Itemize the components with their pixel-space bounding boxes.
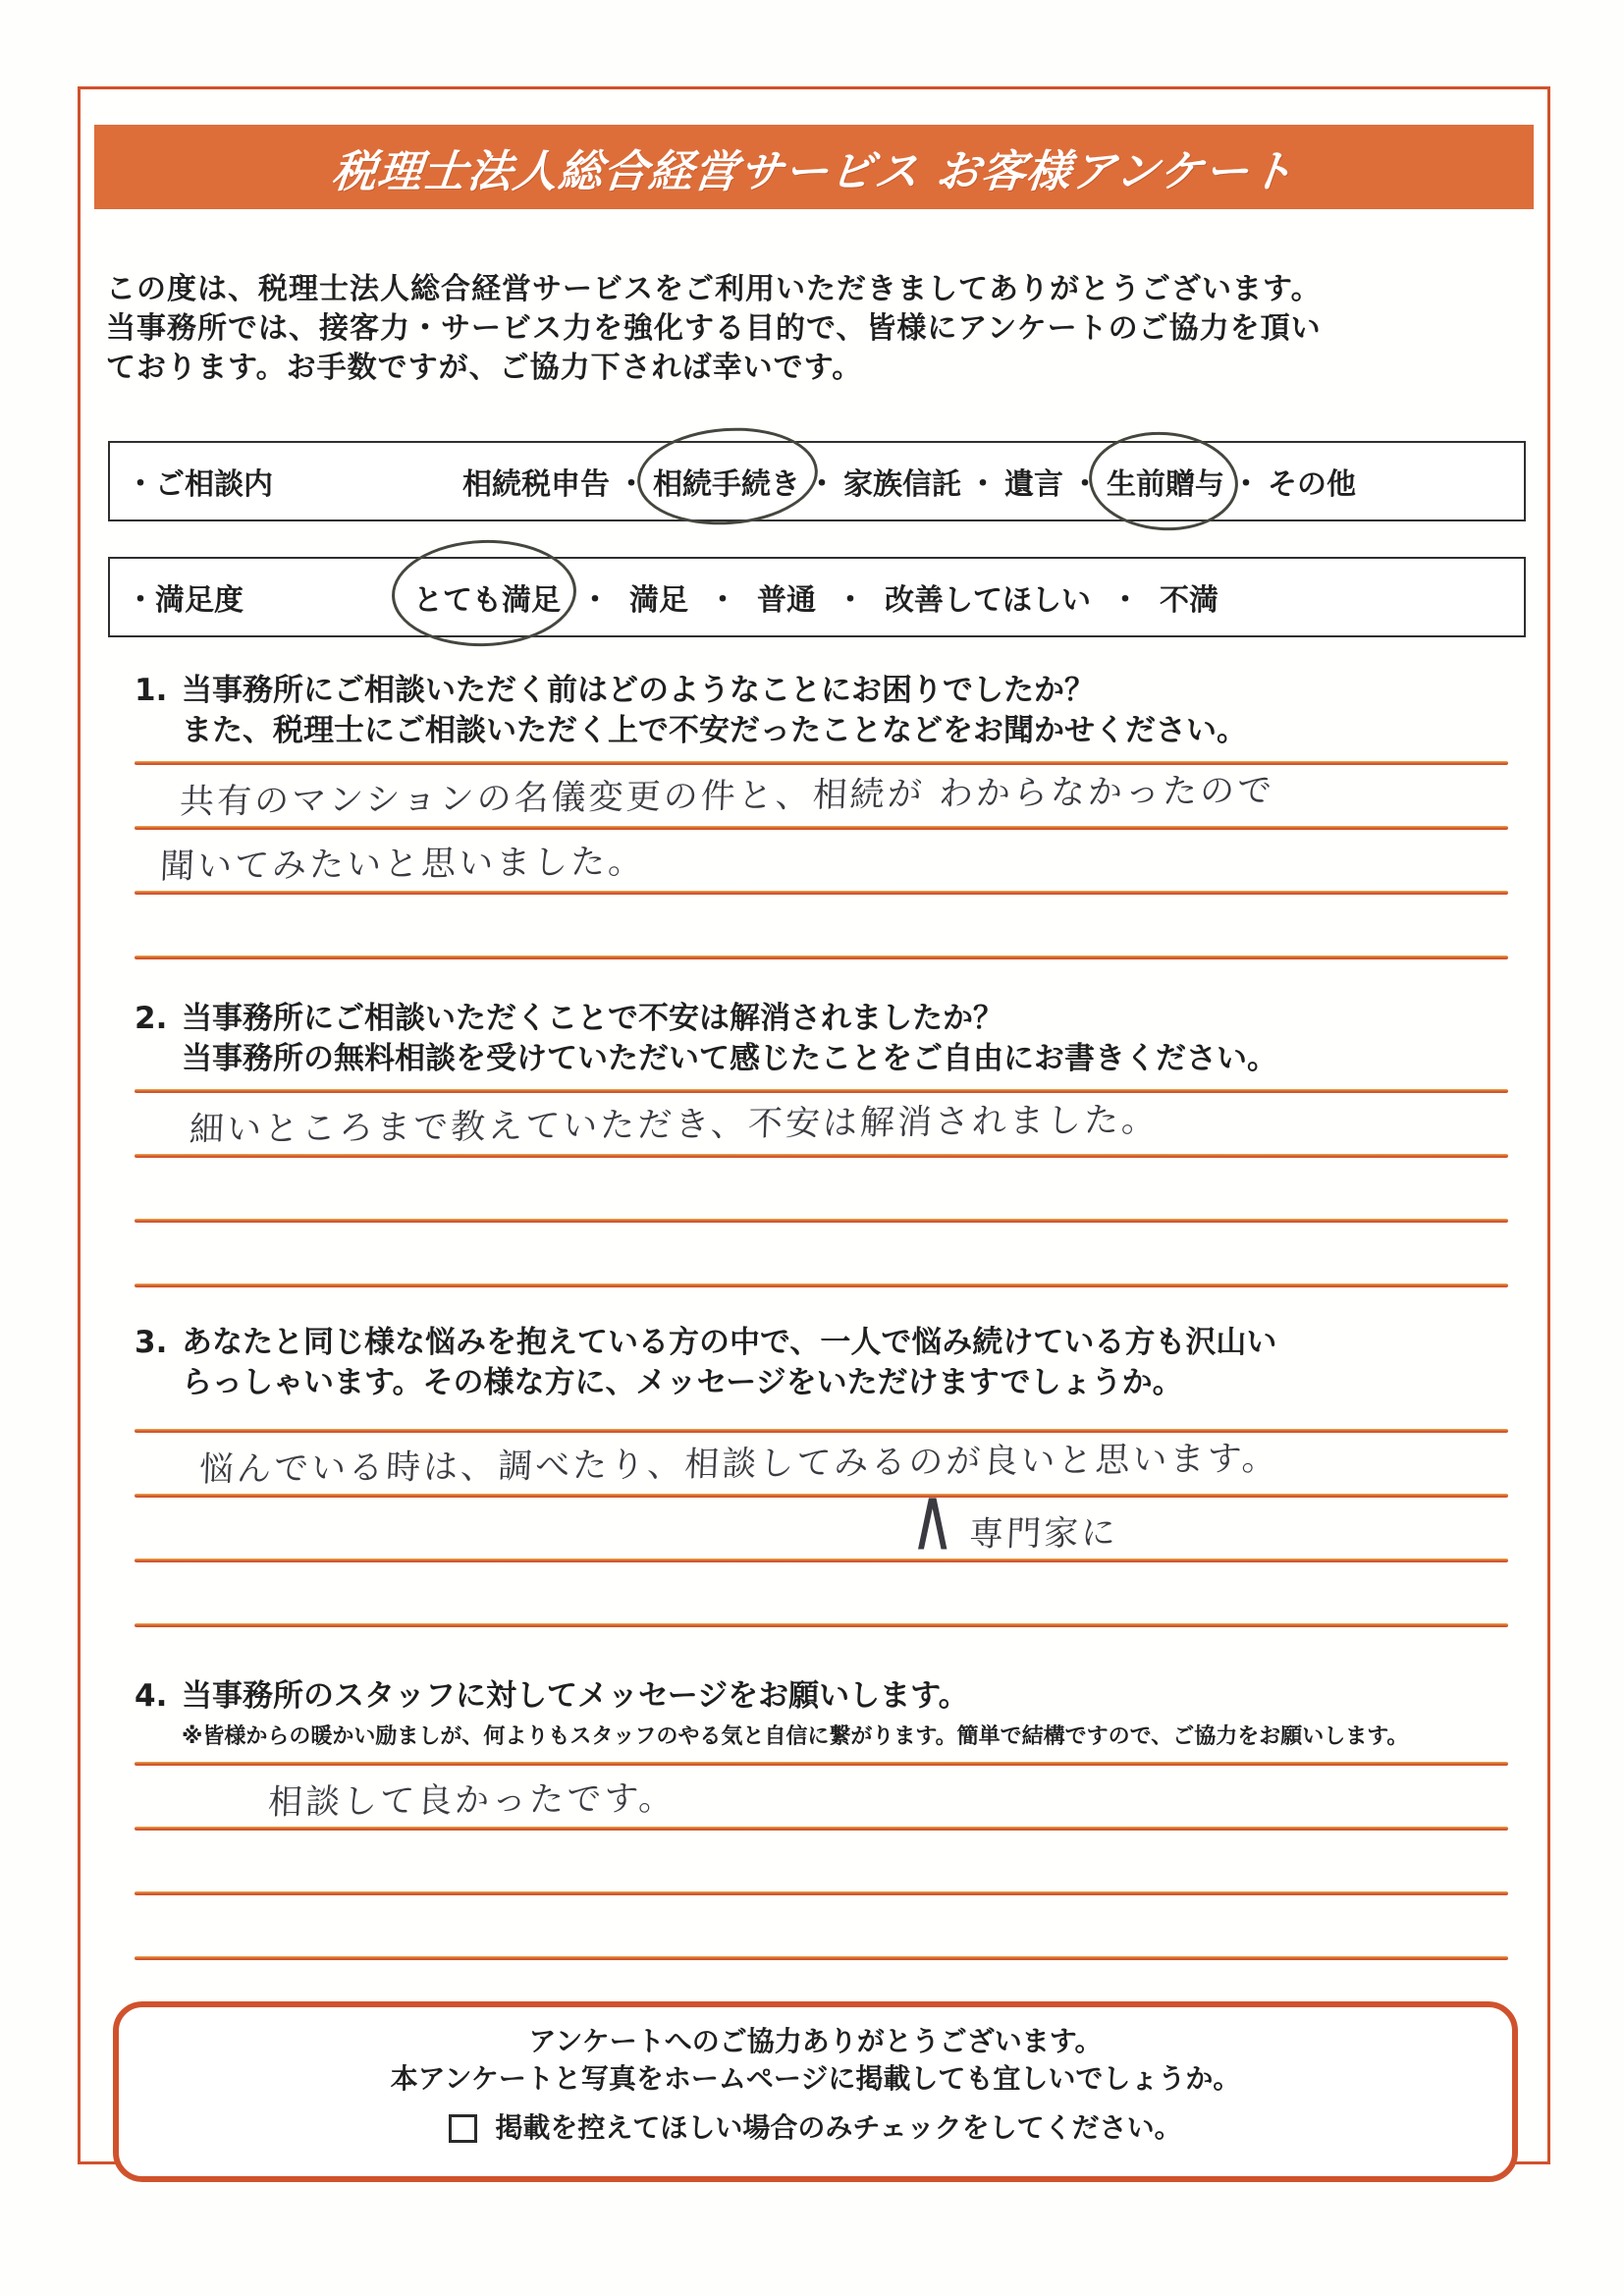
handwritten-answer: 悩んでいる時は、調べたり、相談してみるのが良いと思います。 [198,1439,1280,1491]
intro-line-3: ております。お手数ですが、ご協力下されば幸いです。 [106,351,863,385]
question-1-answer-area [135,761,1508,959]
option-separator: ・ [617,467,646,502]
option-separator: ・ [708,583,737,618]
question-2 [135,1001,1508,1287]
option-satisfied: 満足 [629,583,688,618]
option-separator: ・ [1070,467,1100,502]
ruled-line [135,1623,1508,1627]
handwritten-answer: 細いところまで教えていただき、不安は解消されました。 [189,1100,1160,1151]
option-very-satisfied-circled: とても満足 [409,574,565,621]
question-4 [135,1678,1508,1960]
question-2-text: 当事務所にご相談いただくことで不安は解消されましたか？ [182,1001,1003,1036]
question-1 [135,673,1508,959]
satisfaction-options [409,574,1222,621]
option-inheritance-tax-filing: 相続税申告 [462,467,610,502]
insertion-caret-icon: ∧ [910,1466,955,1571]
option-separator: ・ [580,583,610,618]
question-2-answer-area [135,1089,1508,1287]
question-3-text-line2: らっしゃいます。その様な方に、メッセージをいただけますでしょうか。 [182,1365,1183,1400]
option-separator: ・ [1231,467,1261,502]
option-separator: ・ [968,467,998,502]
intro-line-1: この度は、税理士法人総合経営サービスをご利用いただきましてありがとうございます。 [106,272,1322,306]
question-3 [135,1325,1508,1627]
handwritten-insertion: 専門家に [968,1513,1120,1556]
footer-thanks-line: アンケートへのご協力ありがとうございます。 [528,2025,1103,2057]
option-dissatisfied: 不満 [1160,583,1218,618]
question-3-answer-area [135,1429,1508,1627]
option-separator: ・ [1110,583,1140,618]
question-4-answer-area [135,1762,1508,1960]
page-border-frame [78,86,1550,2164]
footer-consent-box [113,2001,1518,2182]
consultation-topic-box [108,441,1526,521]
handwritten-answer: 共有のマンションの名儀変更の件と、相続が わからなかったので [179,771,1275,823]
question-1-text-line2: また、税理士にご相談いただく上で不安だったことなどをお聞かせください。 [182,713,1247,748]
option-needs-improvement: 改善してほしい [885,583,1091,618]
option-separator: ・ [836,583,865,618]
option-separator: ・ [807,467,837,502]
page-title: 税理士法人総合経営サービス お客様アンケート [329,144,1298,197]
footer-checkbox-row [119,2109,1512,2147]
consultation-topic-options [459,458,1360,505]
intro-line-2: 当事務所では、接客力・サービス力を強化する目的で、皆様にアンケートのご協力を頂い [106,311,1322,346]
ruled-line [135,956,1508,959]
handwritten-answer: 相談して良かったです。 [267,1778,677,1824]
consultation-topic-label: ・ご相談内 [126,467,273,502]
question-3-text: あなたと同じ様な悩みを抱えている方の中で、一人で悩み続けている方も沢山い [182,1325,1277,1360]
question-4-number: 4. [135,1678,168,1714]
option-inheritance-procedure-circled: 相続手続き [649,458,804,505]
checkbox [449,2114,477,2143]
intro-paragraph [106,270,1522,388]
satisfaction-label: ・満足度 [126,583,244,618]
option-other: その他 [1268,467,1356,502]
footer-publish-question: 本アンケートと写真をホームページに掲載しても宜しいでしょうか。 [390,2062,1241,2095]
question-2-text-line2: 当事務所の無料相談を受けていただいて感じたことをご自由にお書きください。 [182,1041,1277,1076]
option-family-trust: 家族信託 [843,467,961,502]
checkbox-label: 掲載を控えてほしい場合のみチェックをしてください。 [495,2111,1182,2144]
satisfaction-box [108,557,1526,637]
question-4-text: 当事務所のスタッフに対してメッセージをお願いします。 [182,1678,969,1714]
handwritten-answer: 聞いてみたいと思いました。 [159,842,647,888]
option-living-gift-circled: 生前贈与 [1103,458,1228,505]
question-4-note: ※皆様からの暖かい励ましが、何よりもスタッフのやる気と自信に繋がります。簡単で結構ですので、ご協力をお願いします。 [182,1724,1409,1749]
ruled-line [135,1284,1508,1287]
question-3-number: 3. [135,1325,168,1360]
header-banner [94,125,1534,209]
question-1-text: 当事務所にご相談いただく前はどのようなことにお困りでしたか？ [182,673,1095,708]
ruled-line [135,1956,1508,1960]
question-1-number: 1. [135,673,168,708]
option-neutral: 普通 [757,583,816,618]
question-2-number: 2. [135,1001,168,1036]
option-will: 遺言 [1004,467,1063,502]
